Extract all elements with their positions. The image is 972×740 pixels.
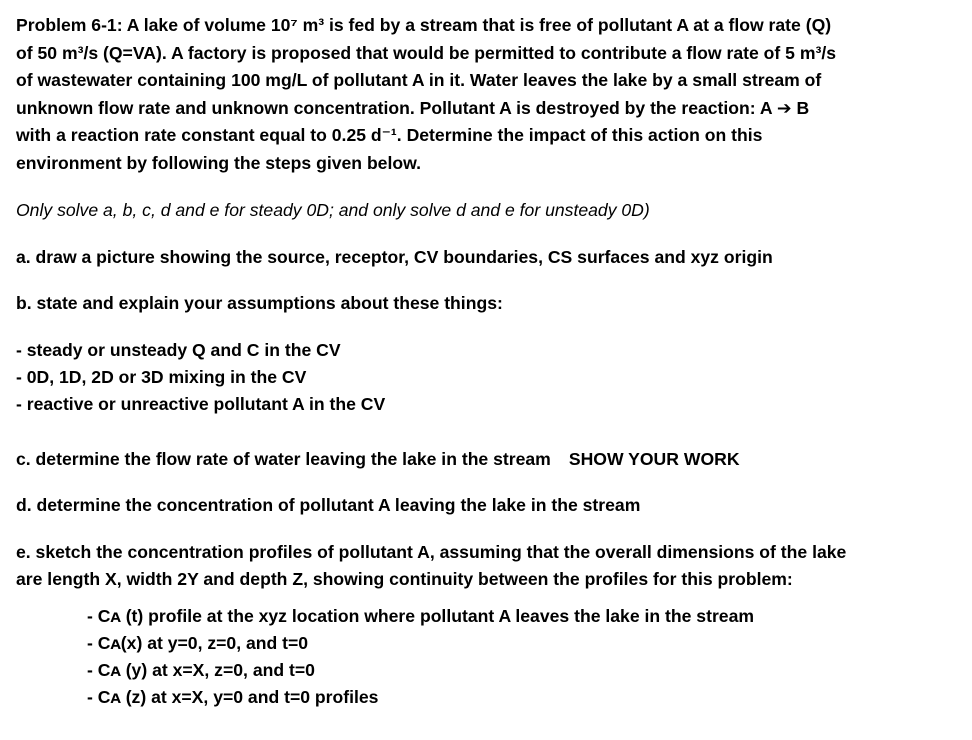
intro-line: with a reaction rate constant equal to 0.25 d⁻¹. Determine the impact of this action on this: [16, 125, 763, 145]
profile-item: - Cᴀ (y) at x=X, z=0, and t=0: [87, 659, 315, 680]
assumption-item: - steady or unsteady Q and C in the CV: [16, 339, 341, 360]
assumption-list: [16, 337, 956, 418]
item-e: [16, 539, 956, 594]
item-b: b. state and explain your assumptions about these things:: [16, 293, 503, 313]
problem-document: [16, 12, 956, 711]
item-c-task: c. determine the flow rate of water leaving the lake in the stream: [16, 448, 551, 469]
profile-item: - Cᴀ (z) at x=X, y=0 and t=0 profiles: [87, 686, 379, 707]
intro-line: of wastewater containing 100 mg/L of pollutant A in it. Water leaves the lake by a small stream of: [16, 70, 822, 90]
item-c-note: SHOW YOUR WORK: [568, 448, 740, 469]
intro-line: environment by following the steps given below.: [16, 152, 422, 173]
item-c: [16, 446, 956, 474]
intro-line: of 50 m³/s (Q=VA). A factory is proposed that would be permitted to contribute a flow rate of 5 m³/s: [16, 42, 836, 63]
item-e-line: e. sketch the concentration profiles of pollutant A, assuming that the overall dimensions of the lake: [16, 541, 847, 562]
profile-item: - Cᴀ(x) at y=0, z=0, and t=0: [87, 632, 309, 653]
item-d: d. determine the concentration of pollutant A leaving the lake in the stream: [16, 495, 641, 515]
intro-line: unknown flow rate and unknown concentration. Pollutant A is destroyed by the reaction: A ➔ B: [16, 97, 810, 118]
profile-item: - Cᴀ (t) profile at the xyz location where pollutant A leaves the lake in the stream: [87, 605, 754, 626]
solve-instruction: Only solve a, b, c, d and e for steady 0D; and only solve d and e for unsteady 0D): [16, 200, 650, 220]
problem-statement: [16, 12, 956, 177]
intro-line: Problem 6-1: A lake of volume 10⁷ m³ is fed by a stream that is free of pollutant A at a flow rate (Q): [16, 15, 832, 35]
item-e-line: are length X, width 2Y and depth Z, showing continuity between the profiles for this problem:: [16, 569, 793, 589]
assumption-item: - reactive or unreactive pollutant A in the CV: [16, 393, 386, 414]
profile-list: [16, 603, 956, 711]
item-a: a. draw a picture showing the source, receptor, CV boundaries, CS surfaces and xyz origin: [16, 246, 773, 267]
assumption-item: - 0D, 1D, 2D or 3D mixing in the CV: [16, 366, 307, 387]
